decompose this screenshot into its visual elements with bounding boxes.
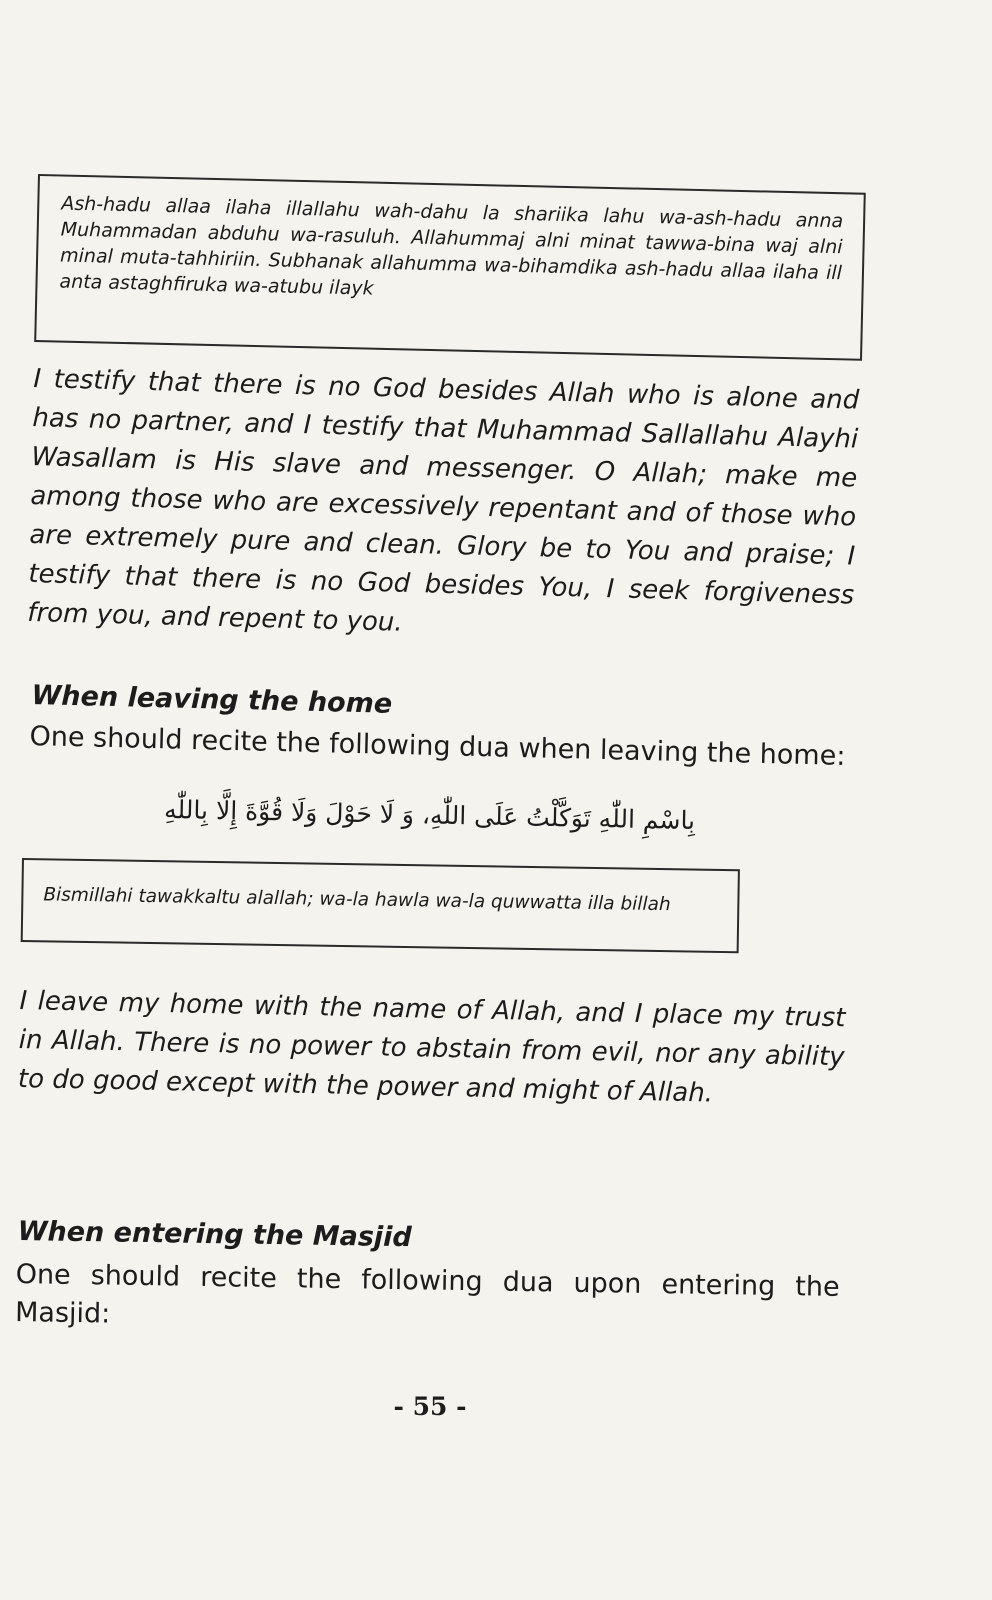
- translation-paragraph-1: I testify that there is no God besides Allah who is alone and has no partner, and I testify that Muhammad Sallallahu Alayhi Wasallam is His slave and messenger. O Allah; make me among those who are excessively repentant and of those who are extremely pure and clean. Glory be to You and praise; I testify that there is no God besides You, I seek forgiveness from you, and repent to you.: [26, 363, 860, 638]
- translation-paragraph-2: I leave my home with the name of Allah, and I place my trust in Allah. There is no power to abstain from evil, nor any ability to do good except with the power and might of Allah.: [17, 985, 846, 1109]
- transliteration-text-2: Bismillahi tawakkaltu alallah; wa-la hawla wa-la quwwatta illa billah: [43, 884, 671, 916]
- section-intro-entering-masjid: One should recite the following dua upon entering the Masjid:: [14, 1258, 840, 1330]
- arabic-dua-leaving-home: بِاسْمِ اللّٰهِ تَوَكَّلْتُ عَلَى اللّٰهِ، وَ لَا حَوْلَ وَلَا قُوَّةَ إِلَّا بِاللّٰهِ: [163, 794, 696, 836]
- transliteration-box-1: [34, 174, 866, 361]
- page-number: - 55 -: [393, 1392, 467, 1421]
- transliteration-text-1: Ash-hadu allaa ilaha illallahu wah-dahu la shariika lahu wa-ash-hadu anna Muhammadan abduhu wa-rasuluh. Allahummaj alni minat tawwa-bina waj alni minal muta-tahhiriin. Subhanak allahumma wa-bihamdika ash-hadu allaa ilaha ill anta astaghfiruka wa-atubu ilayk: [59, 192, 844, 300]
- section-intro-leaving-home: One should recite the following dua when leaving the home:: [29, 720, 846, 772]
- section-heading-entering-masjid: When entering the Masjid: [17, 1216, 412, 1254]
- section-heading-leaving-home: When leaving the home: [31, 680, 393, 720]
- transliteration-box-2: [21, 858, 740, 953]
